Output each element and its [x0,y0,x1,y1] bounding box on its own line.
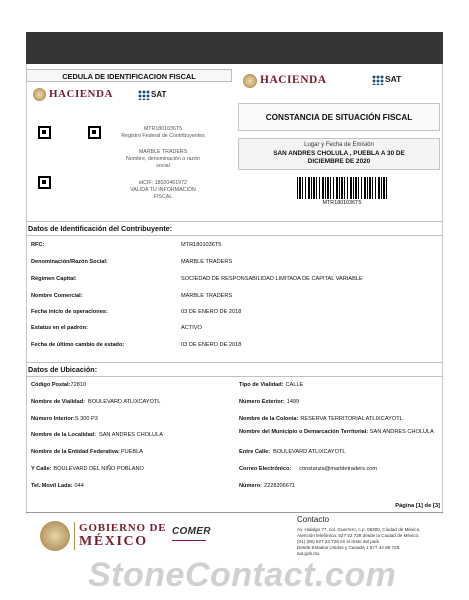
taxpayer-label: Nombre Comercial: [31,293,83,299]
location-value: RESERVA TERRITORIAL ATLIXCAYOTL [300,416,403,422]
gob-divider [74,522,75,550]
cedula-name: MARBLE TRADERS [138,149,188,155]
sat-logo-right [372,74,401,85]
emission-value-1: SAN ANDRES CHOLULA , PUEBLA A 30 DE [273,150,405,157]
location-label-text: Nombre de Vialidad: [31,399,85,405]
location-label [31,483,84,489]
taxpayer-section-title: Datos de Identificación del Contribuyente: [28,224,173,233]
location-value: SAN ANDRES CHOLULA [98,432,164,438]
sat-logo [138,90,166,100]
location-label [31,432,163,438]
contact-title: Contacto [297,515,330,524]
emission-value-2: DICIEMBRE DE 2020 [307,158,371,165]
location-label [31,399,160,405]
taxpayer-value: SOCIEDAD DE RESPONSABILIDAD LIMITADA DE CAPITAL VARIABLE [181,276,363,282]
contact-line: Atención telefónica: 627 22 728 desde la Ciudad de México, [297,533,420,538]
location-value: S 300 P3 [74,416,98,422]
contact-line: (01) (55) 627 22 728 en el resto del país. [297,539,381,544]
sat-logo-right-text: SAT [385,74,402,84]
location-value: PUEBLA [120,449,143,455]
location-value: constanza@marbletraders.com [299,466,378,472]
taxpayer-value: MARBLE TRADERS [181,293,233,299]
taxpayer-label: Régimen Capital: [31,276,77,282]
location-label-text: Código Postal: [31,382,71,388]
location-label [239,466,377,472]
location-label-text: Tel. Movil Lada: [31,483,73,489]
location-label-text: Nombre de la Entidad Federativa: [31,449,120,455]
location-label [239,449,346,455]
constancia-title: CONSTANCIA DE SITUACIÓN FISCAL [265,113,413,122]
location-label [239,382,303,388]
emission-label: Lugar y Fecha de Emisión [304,142,374,148]
location-label [239,416,403,422]
location-value: 72810 [70,382,87,388]
taxpayer-label: Fecha inicio de operaciones: [31,309,108,315]
hacienda-seal-icon-right [243,74,257,88]
taxpayer-label: Fecha de último cambio de estado: [31,342,125,348]
contact-line: sat.gob.mx [297,551,320,556]
taxpayer-value: 03 DE ENERO DE 2018 [181,342,242,348]
taxpayer-label: Estatus en el padrón: [31,325,88,331]
cedula-valida1: VALIDA TU INFORMACIÓN [130,187,196,193]
location-value: CALLE [285,382,304,388]
section-divider-4 [26,376,443,377]
location-label-text: Nombre de la Colonia: [239,416,299,422]
qr-code [38,126,101,189]
top-bar [26,32,443,64]
footer-divider [26,512,443,513]
location-label-text: Nombre del Municipio o Demarcación Territorial: [239,429,369,435]
hacienda-logo: HACIENDA [49,88,113,100]
cedula-rfc-caption: Registro Federal de Contribuyentes [121,133,205,139]
cedula-name-caption1: Nombre, denominación o razón [126,156,200,162]
location-value: BOULEVARD ATLIXCAYOTL [273,449,346,455]
cedula-idcif: idCIF: 18020461972 [138,180,187,186]
location-value: BOULEVARD ATLIXCAYOTL [87,399,161,405]
cedula-name-caption2: social [156,163,170,169]
location-label-text: Y Calle: [31,466,52,472]
taxpayer-label: Denominación/Razón Social: [31,259,108,265]
mexico-emblem-icon [40,521,70,551]
location-value: SAN ANDRES CHOLULA [369,429,434,435]
hacienda-seal-icon [33,88,46,101]
sat-logo-text: SAT [151,90,167,100]
comer-logo: COMER [172,526,211,537]
location-label [239,483,295,489]
sat-dots-icon [138,90,150,100]
location-label [31,466,144,472]
location-label [31,416,98,422]
location-label [239,399,299,405]
pagination: Página [1] de [3] [395,503,440,509]
location-label-text: Número Exterior: [239,399,285,405]
location-label [31,449,143,455]
watermark: StoneContact.com [88,556,397,594]
taxpayer-label: RFC: [31,242,45,248]
location-label-text: Número: [239,483,262,489]
location-section-title: Datos de Ubicación: [28,365,98,374]
section-divider-1 [26,221,443,222]
section-divider-2 [26,235,443,236]
cedula-title: CEDULA DE IDENTIFICACION FISCAL [62,72,196,81]
cedula-valida2: FISCAL [153,194,173,200]
location-label-text: Entre Calle: [239,449,271,455]
gobierno-logo-line2: MÉXICO [79,534,148,549]
location-label [31,382,86,388]
contact-line: Av. Hidalgo 77, col. Guerrero, c.p. 06300, Ciudad de México. [297,527,421,532]
location-value: 044 [74,483,84,489]
taxpayer-value: MTR1801036T5 [181,242,222,248]
location-value: 2228206671 [264,483,296,489]
barcode [297,177,387,199]
location-label-text: Nombre de la Localidad: [31,432,96,438]
location-value: BOULEVARD DEL NIÑO POBLANO [53,466,144,472]
barcode-text: MTR1801036T5 [322,200,362,206]
location-label-text: Número Interior: [31,416,75,422]
location-label-text: Tipo de Vialidad: [239,382,284,388]
sat-dots-icon-right [372,75,384,85]
contact-line: Desde Estados Unidos y Canadá 1 877 44 88 728. [297,545,401,550]
taxpayer-value: ACTIVO [181,325,202,331]
gobierno-logo-line1: GOBIERNO DE [79,522,167,534]
taxpayer-value: 03 DE ENERO DE 2018 [181,309,242,315]
taxpayer-value: MARBLE TRADERS [181,259,233,265]
cedula-rfc: MTR1801036T5 [143,126,183,132]
location-value: 1499 [286,399,300,405]
location-label-text: Correo Electrónico: [239,466,292,472]
comer-underline [172,540,206,541]
hacienda-logo-right: HACIENDA [260,74,327,86]
section-divider-3 [26,362,443,363]
location-label [239,429,439,437]
